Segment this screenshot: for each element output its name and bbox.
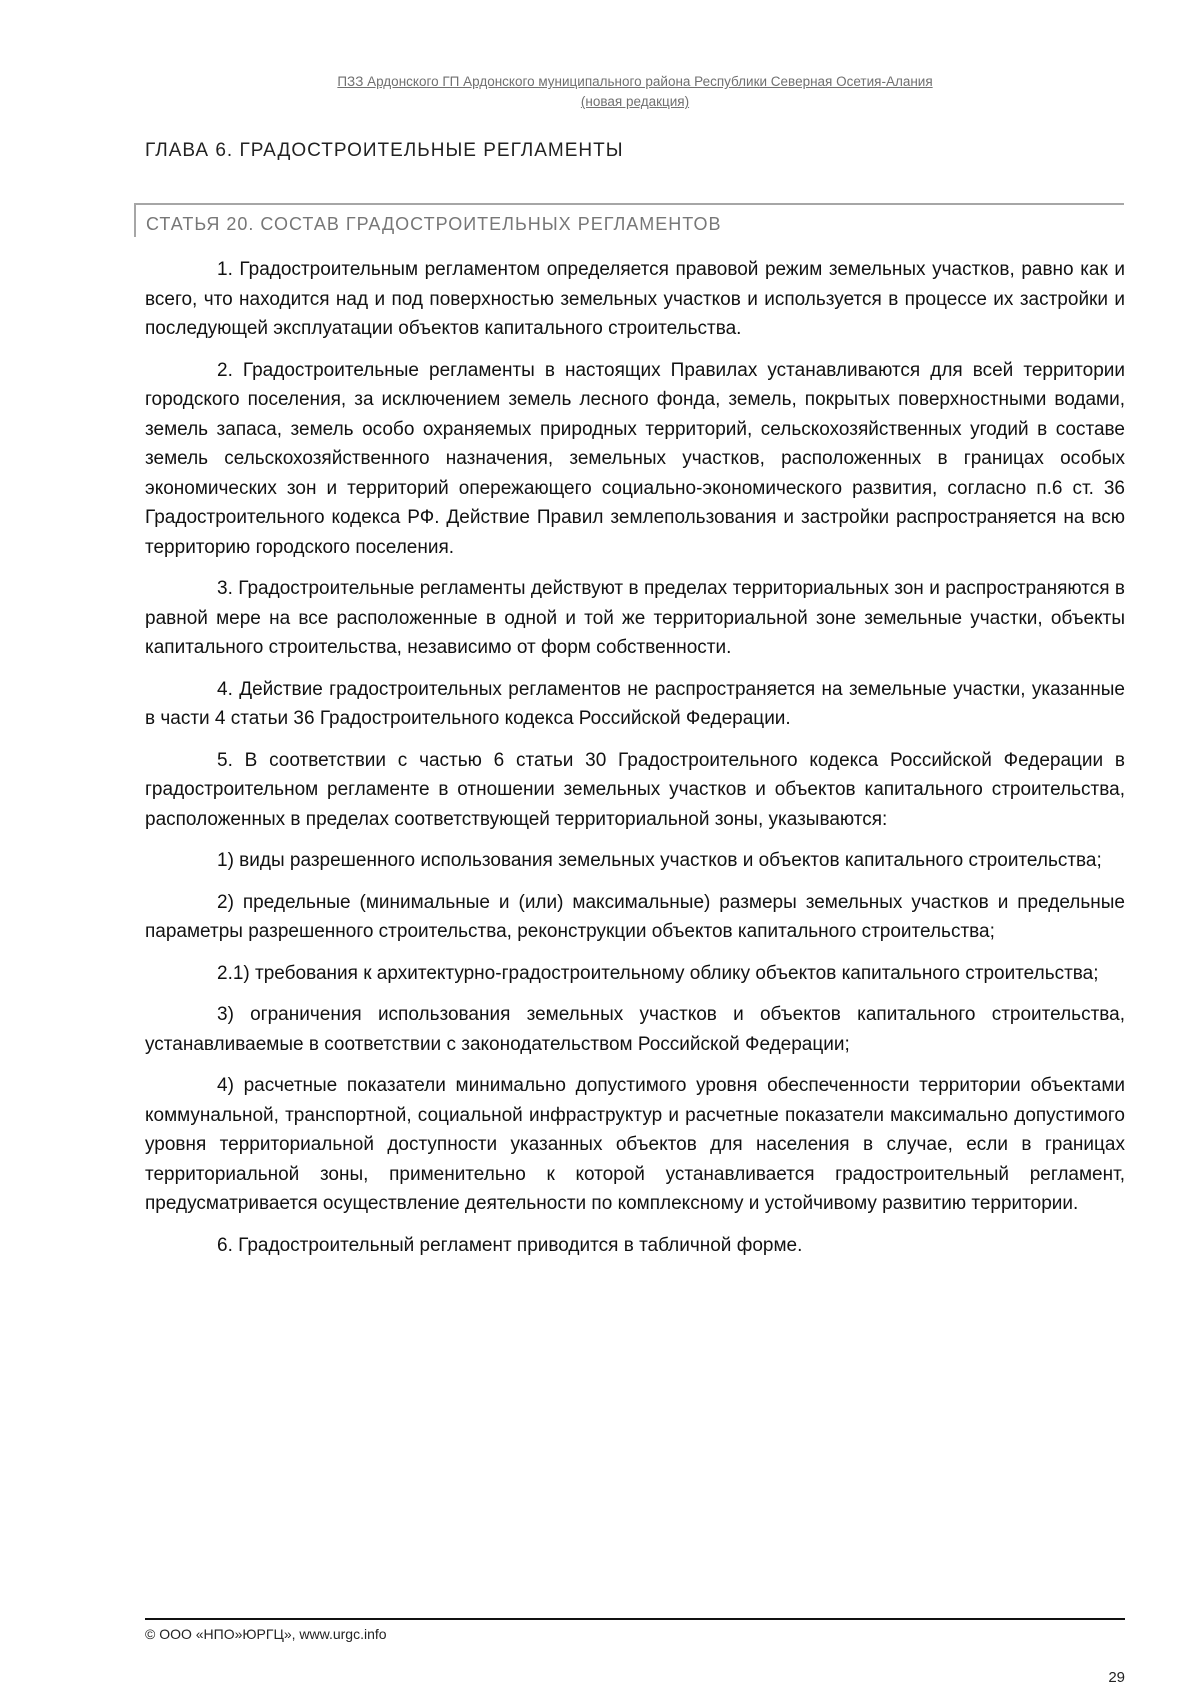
- article-title: СТАТЬЯ 20. СОСТАВ ГРАДОСТРОИТЕЛЬНЫХ РЕГЛАМЕНТОВ: [146, 214, 722, 234]
- list-item-3: 3) ограничения использования земельных участков и объектов капитального строительства, устанавливаемые в соответствии с законодательством Российской Федерации;: [145, 1004, 1125, 1055]
- paragraph-5: 5. В соответствии с частью 6 статьи 30 Градостроительного кодекса Российской Федерации в градостроительном регламенте в отношении земельных участков и объектов капитального строительства, расположенных в пределах соответствующей территориальной зоны, указываются:: [145, 749, 1125, 830]
- paragraph-2: 2. Градостроительные регламенты в настоящих Правилах устанавливаются для всей территории городского поселения, за исключением земель лесного фонда, земель, покрытых поверхностными водами, земель запаса, земель особо охраняемых природных территорий, сельскохозяйственных угодий в составе земель сельскохозяйственного назначения, земельных участков, расположенных в границах особых экономических зон и территорий опережающего социально-экономического развития, согласно п.6 ст. 36 Градостроительного кодекса РФ. Действие Правил землепользования и застройки распространяется на всю территорию городского поселения.: [145, 359, 1125, 558]
- running-header-line-2: (новая редакция): [580, 94, 690, 109]
- list-item-1: 1) виды разрешенного использования земельных участков и объектов капитального строительства;: [217, 850, 1102, 871]
- article-heading-box: [134, 203, 1124, 237]
- running-header-line-1: ПЗЗ Ардонского ГП Ардонского муниципального района Республики Северная Осетия-Алания: [337, 74, 933, 89]
- page-number: 29: [1108, 1669, 1125, 1686]
- list-item-2-1: 2.1) требования к архитектурно-градостроительному облику объектов капитального строительства;: [217, 962, 1099, 984]
- paragraph-6: 6. Градостроительный регламент приводится в табличной форме.: [217, 1234, 803, 1256]
- list-item-2: 2) предельные (минимальные и (или) максимальные) размеры земельных участков и предельные параметры разрешенного строительства, реконструкции объектов капитального строительства;: [145, 891, 1125, 942]
- running-header: [145, 72, 1125, 112]
- paragraph-4: 4. Действие градостроительных регламентов не распространяется на земельные участки, указанные в части 4 статьи 36 Градостроительного кодекса Российской Федерации.: [145, 678, 1125, 729]
- paragraph-3: 3. Градостроительные регламенты действуют в пределах территориальных зон и распространяются в равной мере на все расположенные в одной и той же территориальной зоне земельные участки, объекты капитального строительства, независимо от форм собственности.: [145, 578, 1125, 658]
- chapter-title: ГЛАВА 6. ГРАДОСТРОИТЕЛЬНЫЕ РЕГЛАМЕНТЫ: [145, 140, 624, 161]
- footer-copyright: © ООО «НПО»ЮРГЦ», www.urgc.info: [145, 1626, 387, 1642]
- footer-divider: [145, 1618, 1125, 1620]
- article-body: [145, 255, 1125, 1272]
- list-item-4: 4) расчетные показатели минимально допустимого уровня обеспеченности территории объектами коммунальной, транспортной, социальной инфраструктур и расчетные показатели максимально допустимого уровня территориальной доступности указанных объектов для населения в случае, если в границах территориальной зоны, применительно к которой устанавливается градостроительный регламент, предусматривается осуществление деятельности по комплексному и устойчивому развитию территории.: [145, 1075, 1125, 1214]
- paragraph-1: 1. Градостроительным регламентом определяется правовой режим земельных участков, равно как и всего, что находится над и под поверхностью земельных участков и используется в процессе их застройки и последующей эксплуатации объектов капитального строительства.: [145, 259, 1125, 339]
